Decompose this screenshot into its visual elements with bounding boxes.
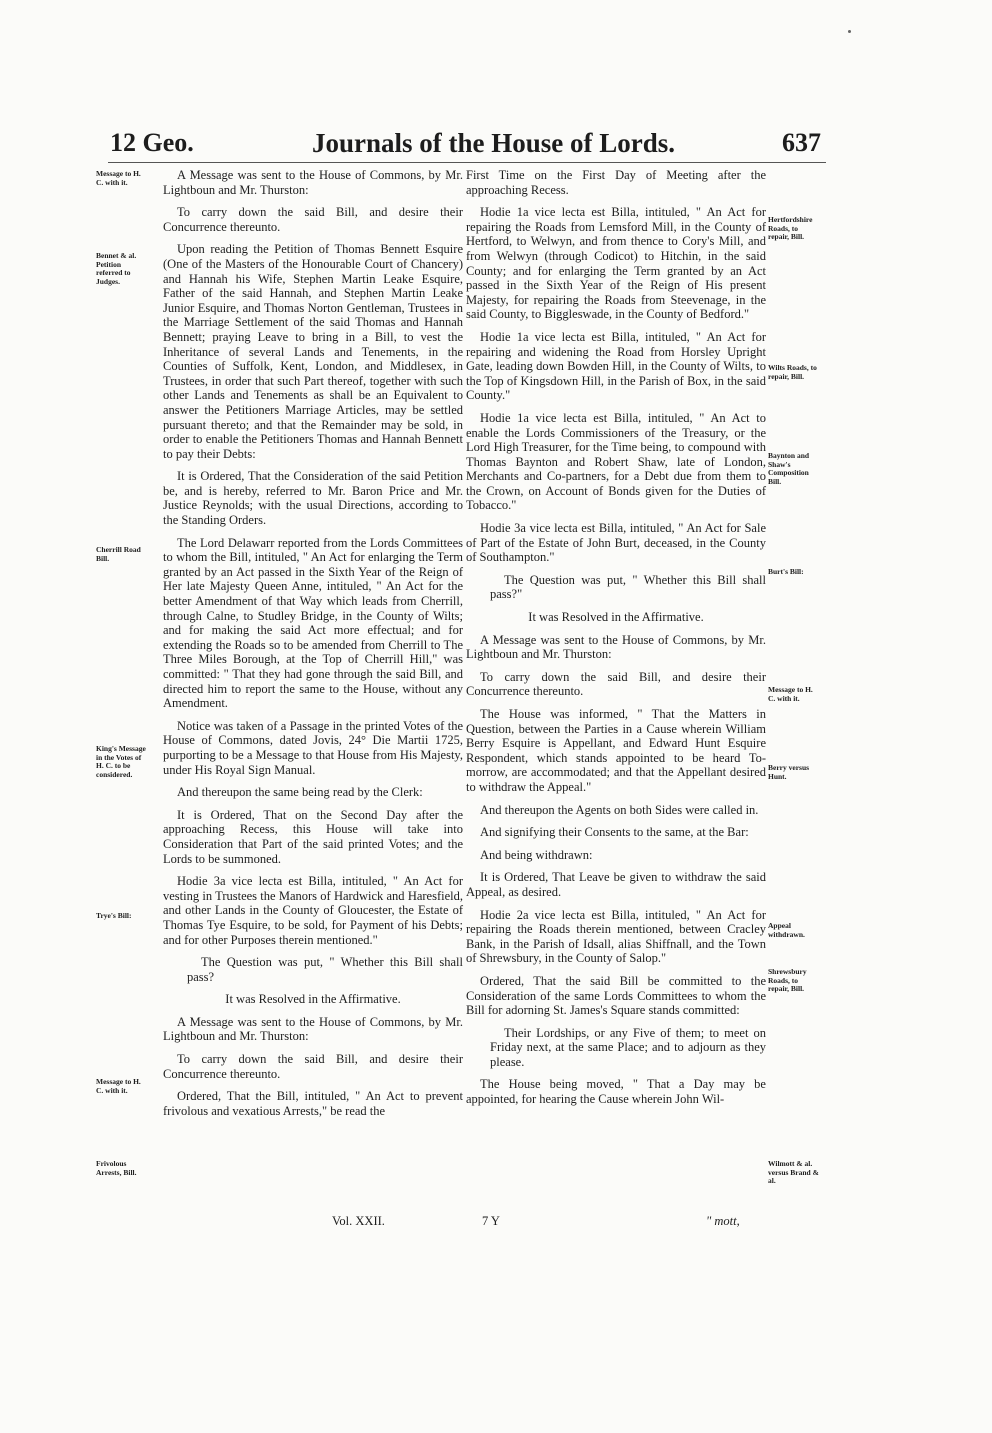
margin-note-left: King's Message in the Votes of H. C. to be considered. [96,744,146,779]
paragraph: The House was informed, " That the Matters in Question, between the Parties in a Cause wherein William Berry Esquire is Appellant, and Edward Hunt Esquire Respondent, which stands appointed to be heard To-morrow, are accommodated; and that the Appellant desired to withdraw the Appeal." [466,707,766,794]
margin-note-right: Baynton and Shaw's Composition Bill. [768,451,810,486]
paragraph: The Lord Delawarr reported from the Lords Committees to whom the Bill, intituled, " An Act for enlarging the Term granted by an Act passed in the Sixth Year of the Reign of Her late Majesty Queen Anne, intituled, " An Act for the better Amendment of that Way which leads from Cherrill, through Calne, to Studley Bridge, in the County of Wilts; and for making the said Act more effectual; and for extending the Roads so to be amended from Cherrill to The Three Miles Borough, at the Top of Cherrill Hill," was committed: " That they had gone through the said Bill, and directed him to report the same to the House, without any Amendment. [163,535,463,711]
paragraph: It was Resolved in the Affirmative. [528,610,704,625]
paragraph: First Time on the First Day of Meeting after the approaching Recess. [466,168,766,197]
paragraph: And signifying their Consents to the same, at the Bar: [480,825,749,840]
paragraph: It is Ordered, That on the Second Day after the approaching Recess, this House will take into Consideration that Part of the said printed Votes; and the Lords to be summoned. [163,807,463,866]
margin-note-left: Trye's Bill: [96,911,132,920]
paragraph: Hodie 1a vice lecta est Billa, intituled, " An Act to enable the Lords Commissioners of the Treasury, or the Lord High Treasurer, for the Time being, to compound with Thomas Baynton and Robert Shaw, late of London, Merchants and Co-partners, for a Debt due from them to the Crown, on Account of Bonds given for the Duties of Tobacco." [466,410,766,513]
paragraph: Hodie 1a vice lecta est Billa, intituled, " An Act for repairing and widening the Road from Horsley Upright Gate, leading down Bowden Hill, in the County of Wilts, to the Top of Kingsdown Hill, in the Parish of Box, in the said County." [466,329,766,403]
paragraph: Their Lordships, or any Five of them; to meet on Friday next, at the same Place; and to adjourn as they please. [490,1025,766,1069]
paragraph: The Question was put, " Whether this Bill shall pass?" [490,572,766,602]
regnal-year: 12 Geo. [110,128,194,157]
paragraph: Ordered, That the said Bill be committed to the Consideration of the same Lords Committees to whom the Bill for adorning St. James's Square stands committed: [466,973,766,1018]
margin-note-left: Message to H. C. with it. [96,169,141,187]
margin-note-right: Burt's Bill: [768,567,804,576]
margin-note-right: Appeal withdrawn. [768,921,805,939]
margin-note-left: Frivolous Arrests, Bill. [96,1159,137,1177]
margin-note-right: Berry versus Hunt. [768,763,810,781]
header-rule [108,162,826,163]
right-column [466,168,766,1115]
paragraph: The House being moved, " That a Day may be appointed, for hearing the Cause wherein John Wil- [466,1077,766,1107]
paragraph: Hodie 2a vice lecta est Billa, intituled, " An Act for repairing the Roads therein mentioned, between Cracley Bank, in the Parish of Idsall, alias Shiffnall, and the Town of Shrewsbury, in the County of Salop." [466,907,766,966]
paragraph: To carry down the said Bill, and desire their Concurrence thereunto. [466,669,766,699]
catchword: " mott, [706,1214,740,1228]
paragraph: To carry down the said Bill, and desire their Concurrence thereunto. [163,205,463,234]
margin-note-left: Cherrill Road Bill. [96,545,141,563]
paragraph: Upon reading the Petition of Thomas Bennett Esquire (One of the Masters of the Honourable Court of Chancery) and Hannah his Wife, Stephen Martin Leake Esquire, Father of the said Hannah, and Stephen Martin Leake Junior Esquire, and Thomas Norton Gentleman, Trustees in the Marriage Settlement of the said Thomas and Hannah Bennett; praying Leave to bring in a Bill, to vest the Inheritance of several Lands and Tenements, in the Counties of Suffolk, Kent, London, and Middlesex, in Trustees, in order that such Part thereof, together with such other Lands and Tenements as shall be an Equivalent to answer the Petitioners Marriage Articles, may be settled pursuant thereto; and that the Remainder may be sold, in order to enable the Petitioners Thomas and Hannah Bennett to pay their Debts: [163,242,463,461]
paragraph: A Message was sent to the House of Commons, by Mr. Lightboun and Mr. Thurston: [163,1014,463,1044]
margin-note-right: Message to H. C. with it. [768,685,813,703]
paragraph: Notice was taken of a Passage in the printed Votes of the House of Commons, dated Jovis, 24° Die Martii 1725, purporting to be a Message to that House from His Majesty, under His Royal Sign Manual. [163,718,463,777]
margin-note-right: Hertfordshire Roads, to repair, Bill. [768,215,813,241]
margin-note-left: Bennet & al. Petition referred to Judges. [96,251,137,286]
paragraph: And thereupon the Agents on both Sides were called in. [480,802,759,817]
signature-mark: 7 Y [482,1214,500,1228]
paragraph: And being withdrawn: [480,847,593,862]
running-title: Journals of the House of Lords. [312,128,676,158]
paragraph: It is Ordered, That Leave be given to withdraw the said Appeal, as desired. [466,870,766,899]
left-column [163,168,463,1126]
paragraph: To carry down the said Bill, and desire their Concurrence thereunto. [163,1052,463,1081]
page-number: 637 [782,128,821,157]
margin-note-right: Wilmott & al. versus Brand & al. [768,1159,819,1185]
paragraph: A Message was sent to the House of Commons, by Mr. Lightboun and Mr. Thurston: [163,168,463,197]
margin-note-left: Message to H. C. with it. [96,1077,141,1095]
margin-note-right: Shrewsbury Roads, to repair, Bill. [768,967,807,993]
paragraph: Ordered, That the Bill, intituled, " An Act to prevent frivolous and vexatious Arrests," be read the [163,1089,463,1118]
paragraph: Hodie 3a vice lecta est Billa, intituled, " An Act for Sale of Part of the Estate of John Burt, deceased, in the County of Southampton." [466,521,766,565]
paragraph: Hodie 3a vice lecta est Billa, intituled, " An Act for vesting in Trustees the Manors of Hardwick and Haresfield, and other Lands in the County of Gloucester, the Estate of Thomas Tye Esquire, to be sold, for Payment of his Debts; and for other Purposes therein mentioned." [163,874,463,947]
paragraph: It was Resolved in the Affirmative. [225,992,401,1007]
paragraph: And thereupon the same being read by the Clerk: [177,785,423,800]
ink-speck [848,30,851,33]
paragraph: A Message was sent to the House of Commons, by Mr. Lightboun and Mr. Thurston: [466,632,766,662]
paragraph: It is Ordered, That the Consideration of the said Petition be, and is hereby, referred to Mr. Baron Price and Mr. Justice Reynolds; with the usual Directions, according to the Standing Orders. [163,469,463,528]
margin-note-right: Wilts Roads, to repair, Bill. [768,363,817,381]
paragraph: Hodie 1a vice lecta est Billa, intituled, " An Act for repairing the Roads from Lemsford Mill, in the County of Hertford, to Welwyn, and from thence to Cory's Mill, and from Welwyn (through Codicot) to Hitchin, in the said County; and for enlarging the Term granted by an Act passed in the Sixth Year of the Reign of His present Majesty, for repairing the Roads from Steevenage, in the said County, to Biggleswade, in the County of Bedford." [466,205,766,322]
volume-mark: Vol. XXII. [332,1214,385,1228]
paragraph: The Question was put, " Whether this Bill shall pass? [187,955,463,984]
